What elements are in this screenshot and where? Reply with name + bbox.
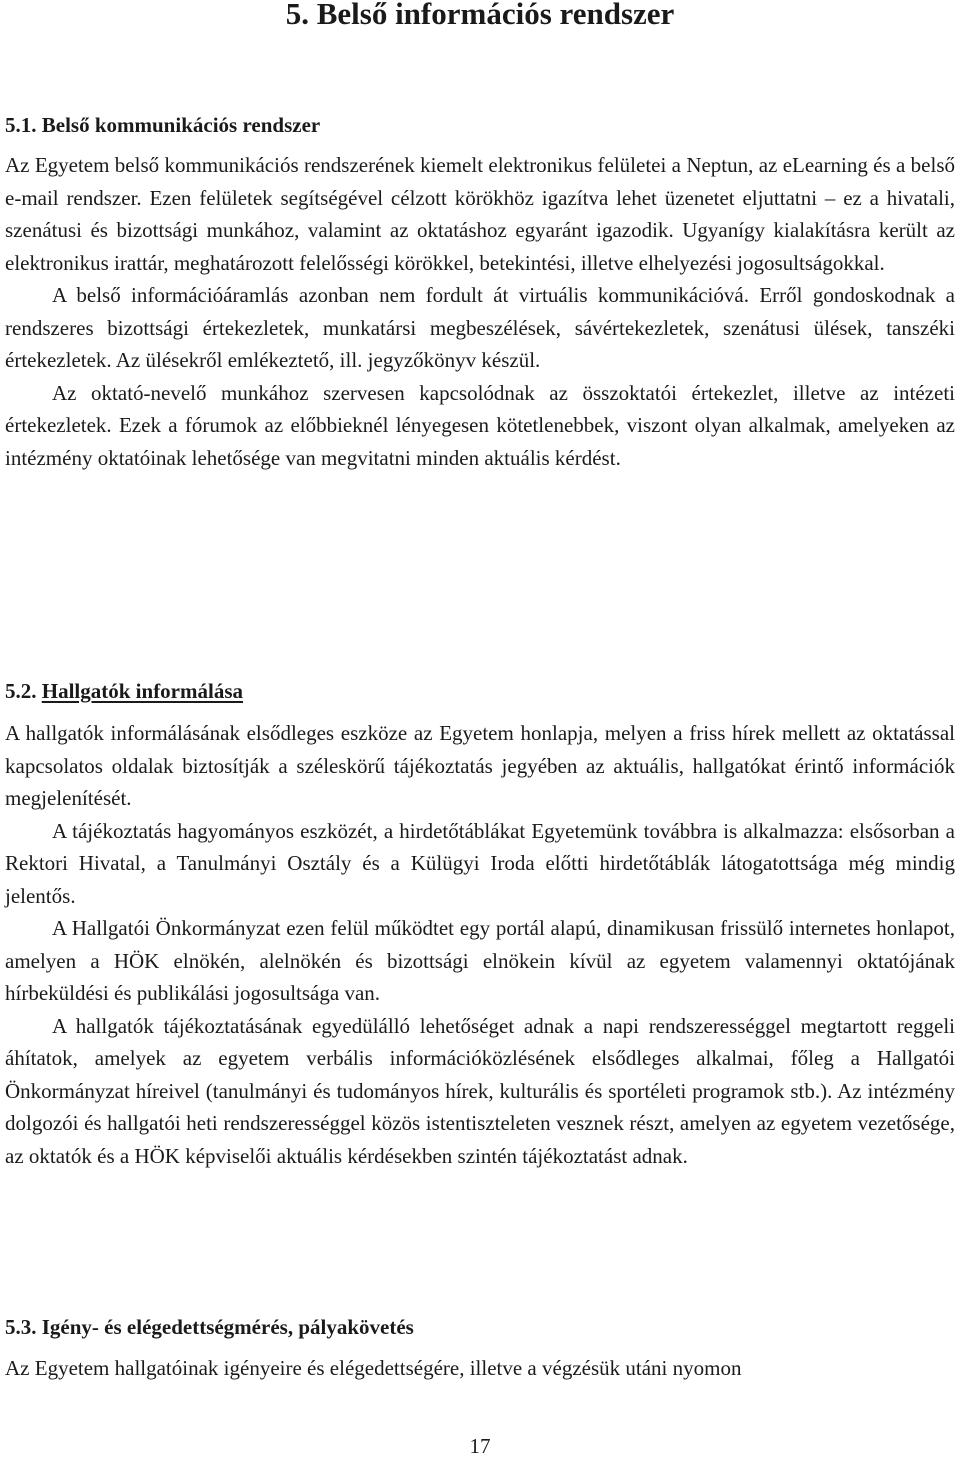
section-heading-5-3	[5, 1313, 414, 1341]
paragraph: Az Egyetem belső kommunikációs rendszerének kiemelt elektronikus felületei a Neptun, az eLearning és a belső e-mail rendszer. Ezen felületek segítségével célzott körökhöz igazítva lehet üzenetet eljuttatni – ez a hivatali, szenátusi és bizottsági munkához, valamint az oktatáshoz egyaránt igazodik. Ugyanígy kialakításra került az elektronikus irattár, meghatározott felelősségi körökkel, betekintési, illetve elhelyezési jogosultságokkal.	[5, 153, 955, 275]
paragraph: A hallgatók informálásának elsődleges eszköze az Egyetem honlapja, melyen a friss hírek mellett az oktatással kapcsolatos oldalak biztosítják a széleskörű tájékoztatás jegyében az aktuális, hallgatókat érintő információk megjelenítését.	[5, 721, 955, 810]
paragraph: A hallgatók tájékoztatásának egyedülálló lehetőséget adnak a napi rendszerességgel megtartott reggeli áhítatok, amelyek az egyetem verbális információközlésének elsődleges alkalmai, főleg a Hallgatói Önkormányzat híreivel (tanulmányi és tudományos hírek, kulturális és sportéleti programok stb.). Az intézmény dolgozói és hallgatói heti rendszerességgel közös istentiszteleten vesznek részt, amelyen az egyetem vezetősége, az oktatók és a HÖK képviselői aktuális kérdésekben szintén tájékoztatást adnak.	[5, 1013, 955, 1168]
section-body-5-1	[5, 149, 955, 474]
section-number: 5.2.	[5, 679, 37, 703]
section-heading-5-2	[5, 677, 243, 705]
paragraph: A belső információáramlás azonban nem fordult át virtuális kommunikációvá. Erről gondoskodnak a rendszeres bizottsági értekezletek, munkatársi megbeszélések, sávértekezletek, szenátusi ülések, tanszéki értekezletek. Az ülésekről emlékeztető, ill. jegyzőkönyv készül.	[5, 283, 955, 372]
section-heading-5-1	[5, 111, 320, 139]
section-title: Igény- és elégedettségmérés, pályakövetés	[41, 1315, 414, 1339]
paragraph: Az Egyetem hallgatóinak igényeire és elégedettségére, illetve a végzésük utáni nyomon	[5, 1356, 742, 1380]
paragraph: A Hallgatói Önkormányzat ezen felül működtet egy portál alapú, dinamikusan frissülő internetes honlapot, amelyen a HÖK elnökén, alelnökén és bizottsági elnökein kívül az egyetem valamennyi oktatójának hírbeküldési és publikálási jogosultsága van.	[5, 916, 955, 1005]
section-number: 5.1.	[5, 113, 37, 137]
section-title: Hallgatók informálása	[41, 679, 244, 703]
page-number: 17	[469, 1434, 491, 1458]
paragraph: Az oktató-nevelő munkához szervesen kapcsolódnak az összoktatói értekezlet, illetve az intézeti értekezletek. Ezek a fórumok az előbbieknél lényegesen kötetlenebbek, viszont olyan alkalmak, amelyeken az intézmény oktatóinak lehetősége van megvitatni minden aktuális kérdést.	[5, 380, 955, 470]
section-body-5-3	[5, 1352, 955, 1385]
section-body-5-2	[5, 717, 955, 1172]
section-number: 5.3.	[5, 1315, 37, 1339]
section-title: Belső kommunikációs rendszer	[41, 113, 321, 137]
paragraph: A tájékoztatás hagyományos eszközét, a hirdetőtáblákat Egyetemünk továbbra is alkalmazza: elsősorban a Rektori Hivatal, a Tanulmányi Osztály és a Külügyi Iroda előtti hirdetőtáblák látogatottsága még mindig jelentős.	[5, 818, 955, 908]
page-title: 5. Belső információs rendszer	[285, 0, 675, 31]
